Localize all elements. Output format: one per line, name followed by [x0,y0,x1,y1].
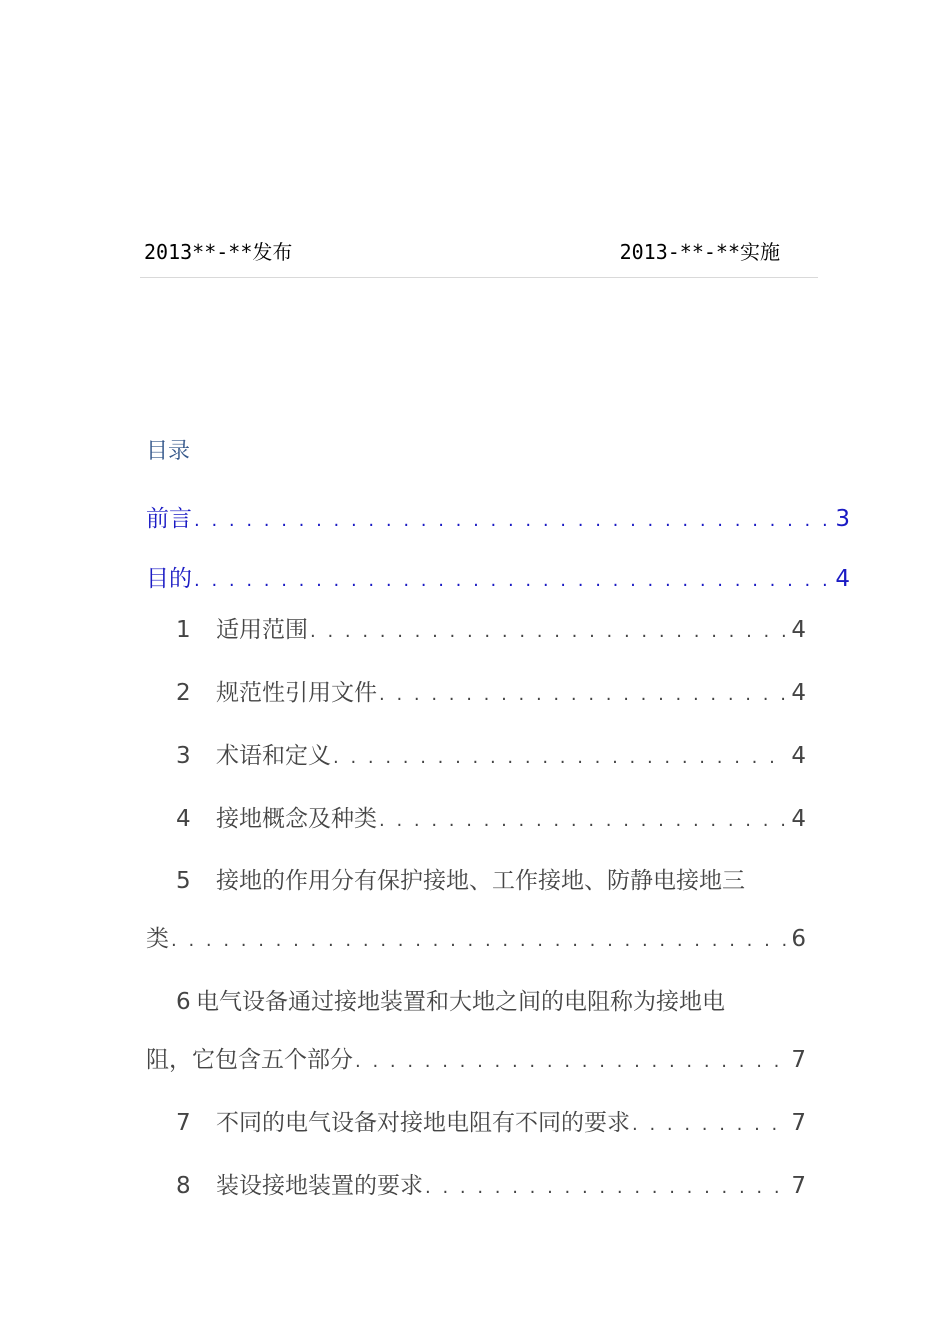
toc-entry-number: 6 [176,989,191,1015]
toc-entry-8[interactable] [146,1167,806,1200]
toc-entry-label: 装设接地装置的要求 [216,1173,423,1199]
toc-leader-dots [194,570,831,591]
toc-leader-dots [194,510,831,531]
toc-entry-number: 1 [176,617,191,643]
toc-entry-number: 2 [176,680,191,706]
publish-date: 2013**-**发布 [144,240,293,264]
toc-leader-dots [333,747,787,768]
toc-entry-5-line2[interactable] [146,920,806,953]
toc-leader-dots [171,930,787,951]
toc-entry-number: 5 [176,868,191,894]
toc-leader-dots [310,621,787,642]
toc-entry-6-line2[interactable] [146,1041,806,1074]
toc-entry-1[interactable] [146,611,806,644]
toc-entry-7[interactable] [146,1104,806,1137]
toc-leader-dots [355,1051,787,1072]
toc-leader-dots [379,684,787,705]
toc-entry-number: 7 [176,1110,191,1136]
toc-entry-6-line1[interactable] [176,983,725,1016]
toc-entry-number: 4 [176,806,191,832]
toc-entry-5-line1[interactable] [146,862,745,895]
toc-entry-label-continued: 阻，它包含五个部分 [146,1047,353,1073]
toc-entry-label: 术语和定义 [216,743,331,769]
toc-entry-label: 不同的电气设备对接地电阻有不同的要求 [216,1110,630,1136]
header-divider [140,277,818,278]
toc-entry-3[interactable] [146,737,806,770]
toc-entry-page: 4 [835,566,850,592]
toc-entry-purpose[interactable] [146,560,850,593]
toc-entry-4[interactable] [146,800,806,833]
toc-title: 目录 [146,439,191,464]
toc-entry-label-continued: 类 [146,926,169,952]
toc-entry-label: 电气设备通过接地装置和大地之间的电阻称为接地电 [196,989,725,1015]
document-date-row [144,236,780,266]
toc-entry-number: 8 [176,1173,191,1199]
toc-leader-dots [425,1177,787,1198]
toc-entry-page: 4 [791,806,806,832]
toc-leader-dots [632,1114,787,1135]
toc-entry-label: 适用范围 [216,617,308,643]
toc-entry-number: 3 [176,743,191,769]
toc-entry-page: 7 [791,1173,806,1199]
toc-entry-label: 目的 [146,566,192,592]
toc-entry-page: 7 [791,1110,806,1136]
toc-entry-2[interactable] [146,674,806,707]
toc-entry-page: 6 [791,926,806,952]
toc-entry-label: 接地概念及种类 [216,806,377,832]
toc-entry-page: 4 [791,680,806,706]
toc-entry-page: 3 [835,506,850,532]
toc-entry-page: 7 [791,1047,806,1073]
toc-entry-label: 前言 [146,506,192,532]
toc-entry-page: 4 [791,743,806,769]
implement-date: 2013-**-**实施 [619,240,780,264]
toc-entry-page: 4 [791,617,806,643]
toc-entry-label: 规范性引用文件 [216,680,377,706]
toc-entry-preface[interactable] [146,500,850,533]
toc-entry-label: 接地的作用分有保护接地、工作接地、防静电接地三 [216,868,745,894]
toc-leader-dots [379,810,787,831]
